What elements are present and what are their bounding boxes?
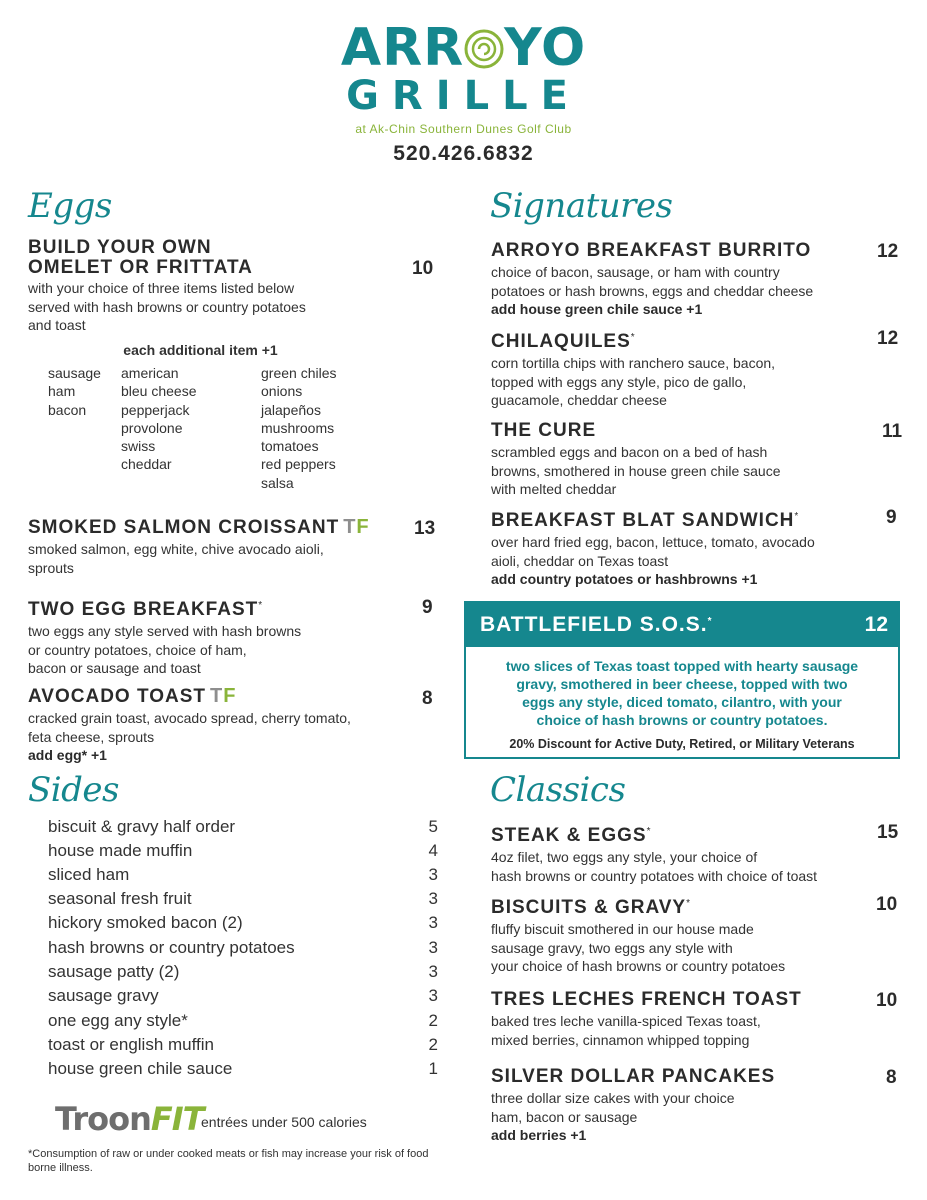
addon: add country potatoes or hashbrowns +1 — [491, 571, 758, 587]
option: onions — [261, 383, 303, 400]
desc-line: scrambled eggs and bacon on a bed of hash — [491, 444, 768, 460]
menu-item-tres-leches — [491, 990, 901, 1049]
desc-line: over hard fried egg, bacon, lettuce, tomato, avocado — [491, 534, 815, 550]
desc-line: browns, smothered in house green chile sauce — [491, 462, 781, 479]
item-description — [491, 848, 901, 885]
side-item — [48, 986, 438, 1010]
restaurant-header — [0, 18, 927, 166]
menu-item-omelet — [28, 238, 438, 359]
desc-line: mixed berries, cinnamon whipped topping — [491, 1031, 750, 1048]
asterisk: * — [707, 616, 713, 627]
side-item — [48, 817, 438, 841]
side-item — [48, 1059, 438, 1083]
menu-item-steak-eggs — [491, 822, 901, 885]
side-price: 3 — [428, 938, 438, 957]
asterisk: * — [794, 511, 800, 522]
addon: add egg* +1 — [28, 747, 107, 763]
item-name — [491, 507, 901, 531]
price: 8 — [422, 688, 433, 709]
desc-line: fluffy biscuit smothered in our house made — [491, 921, 754, 937]
troonfit-word2: FIT — [150, 1100, 204, 1138]
item-name — [491, 328, 901, 352]
side-item — [48, 962, 438, 986]
classics-section-title: Classics — [490, 770, 626, 810]
side-name: house made muffin — [48, 841, 193, 860]
item-name — [28, 596, 438, 620]
desc-line: topped with eggs any style, pico de gallo, — [491, 373, 747, 390]
option: american — [121, 365, 179, 381]
additional-item-note: each additional item +1 — [123, 341, 278, 358]
item-name — [28, 517, 438, 538]
feature-title-text: BATTLEFIELD S.O.S. — [480, 613, 708, 636]
option: red peppers — [261, 456, 336, 473]
logo-subtitle: at Ak-Chin Southern Dunes Golf Club — [355, 122, 572, 136]
price: 10 — [876, 894, 898, 915]
option: tomatoes — [261, 438, 319, 455]
desc-line: your choice of hash browns or country potatoes — [491, 958, 786, 974]
desc-line: and toast — [28, 317, 86, 333]
side-price: 3 — [428, 865, 438, 884]
item-description — [28, 540, 438, 577]
item-name-line2: OMELET OR FRITTATA — [28, 257, 253, 278]
side-price: 2 — [428, 1011, 438, 1030]
option: green chiles — [261, 365, 337, 381]
desc-line: with your choice of three items listed below — [28, 280, 295, 296]
menu-item-avocado-toast — [28, 686, 438, 764]
option: ham — [48, 383, 76, 400]
desc-line: gravy, smothered in beer cheese, topped with two — [516, 676, 848, 692]
option: salsa — [261, 474, 294, 491]
desc-line: aioli, cheddar on Texas toast — [491, 552, 669, 569]
side-item — [48, 1011, 438, 1035]
menu-item-breakfast-burrito — [491, 241, 901, 318]
price: 10 — [876, 990, 898, 1011]
troonfit-word1: Troon — [55, 1100, 151, 1138]
item-description — [28, 709, 438, 746]
sun-icon — [464, 29, 504, 69]
options-cheeses — [121, 364, 197, 474]
side-item — [48, 913, 438, 937]
sides-section-title: Sides — [28, 770, 119, 810]
item-description — [28, 279, 438, 335]
side-price: 2 — [428, 1035, 438, 1054]
military-discount-note: 20% Discount for Active Duty, Retired, or Military Veterans — [509, 737, 855, 751]
side-name: sausage patty (2) — [48, 962, 180, 981]
addon: add berries +1 — [491, 1127, 587, 1143]
addon: add house green chile sauce +1 — [491, 301, 703, 317]
menu-item-blat-sandwich — [491, 507, 901, 588]
desc-line: 4oz filet, two eggs any style, your choice of — [491, 849, 758, 865]
side-price: 3 — [428, 986, 438, 1005]
item-description — [491, 443, 901, 499]
desc-line: baked tres leche vanilla-spiced Texas toast, — [491, 1013, 761, 1029]
raw-food-disclaimer: *Consumption of raw or under cooked meats or fish may increase your risk of food borne illness. — [28, 1148, 429, 1174]
item-description — [491, 1012, 901, 1049]
side-name: sausage gravy — [48, 986, 159, 1005]
option: jalapeños — [261, 401, 321, 418]
side-price: 5 — [428, 817, 438, 836]
desc-line: ham, bacon or sausage — [491, 1108, 638, 1125]
asterisk: * — [646, 826, 652, 837]
feature-price: 12 — [864, 613, 888, 636]
signatures-section-title: Signatures — [490, 186, 673, 226]
option: cheddar — [121, 456, 172, 473]
menu-item-silver-dollar-pancakes — [491, 1067, 901, 1144]
item-name-text: BISCUITS & GRAVY — [491, 897, 687, 918]
item-name-text: AVOCADO TOAST — [28, 686, 207, 707]
item-name — [28, 686, 438, 707]
item-name-text: TWO EGG BREAKFAST — [28, 599, 259, 620]
price: 8 — [886, 1067, 897, 1088]
price: 12 — [877, 241, 899, 262]
desc-line: hash browns or country potatoes with choice of toast — [491, 867, 818, 884]
price: 15 — [877, 822, 899, 843]
desc-line: choice of hash browns or country potatoes. — [536, 712, 828, 728]
item-name: SILVER DOLLAR PANCAKES — [491, 1066, 776, 1087]
menu-item-chilaquiles — [491, 328, 901, 410]
side-item — [48, 1035, 438, 1059]
troonfit-caption: entrées under 500 calories — [201, 1114, 367, 1130]
asterisk: * — [630, 332, 636, 343]
item-name-text: BREAKFAST BLAT SANDWICH — [491, 510, 795, 531]
desc-line: cracked grain toast, avocado spread, cherry tomato, — [28, 710, 351, 726]
price: 13 — [414, 518, 436, 539]
logo-arr: ARR — [340, 18, 465, 78]
option: swiss — [121, 438, 156, 455]
desc-line: two slices of Texas toast topped with hearty sausage — [505, 658, 859, 674]
troonfit-logo — [55, 1100, 203, 1138]
side-name: hash browns or country potatoes — [48, 938, 295, 957]
side-name: hickory smoked bacon (2) — [48, 913, 243, 932]
item-description — [491, 920, 901, 976]
desc-line: guacamole, cheddar cheese — [491, 392, 667, 408]
omelet-options — [48, 364, 388, 494]
item-name-text: STEAK & EGGS — [491, 825, 647, 846]
side-name: biscuit & gravy half order — [48, 817, 236, 836]
item-name: TRES LECHES FRENCH TOAST — [491, 989, 802, 1010]
desc-line: with melted cheddar — [491, 481, 617, 497]
item-name — [491, 822, 901, 846]
item-description — [491, 354, 901, 410]
desc-line: sprouts — [28, 559, 74, 576]
asterisk: * — [258, 600, 264, 611]
side-item — [48, 889, 438, 913]
price: 9 — [422, 597, 433, 618]
option: bacon — [48, 401, 87, 418]
side-price: 1 — [428, 1059, 438, 1078]
desc-line: three dollar size cakes with your choice — [491, 1090, 735, 1106]
desc-line: or country potatoes, choice of ham, — [28, 641, 247, 658]
side-price: 3 — [428, 913, 438, 932]
option: mushrooms — [261, 419, 335, 436]
side-name: one egg any style* — [48, 1011, 188, 1030]
option: bleu cheese — [121, 383, 197, 400]
feature-description — [466, 657, 898, 729]
desc-line: choice of bacon, sausage, or ham with country — [491, 264, 780, 280]
item-name-text: CHILAQUILES — [491, 331, 631, 352]
options-veggies — [261, 364, 337, 492]
desc-line: eggs any style, diced tomato, cilantro, with your — [522, 694, 842, 710]
feature-title — [480, 613, 713, 637]
side-name: seasonal fresh fruit — [48, 889, 192, 908]
item-name: ARROYO BREAKFAST BURRITO — [491, 240, 812, 261]
desc-line: served with hash browns or country potatoes — [28, 298, 306, 315]
side-name: toast or english muffin — [48, 1035, 214, 1054]
feature-header — [466, 603, 898, 647]
item-description — [491, 533, 901, 570]
item-name: THE CURE — [491, 420, 597, 441]
side-item — [48, 865, 438, 889]
troonfit-legend — [55, 1100, 367, 1138]
logo-line1 — [0, 18, 927, 78]
desc-line: smoked salmon, egg white, chive avocado aioli, — [28, 541, 324, 557]
option: provolone — [121, 419, 183, 436]
desc-line: potatoes or hash browns, eggs and cheddar cheese — [491, 282, 814, 299]
side-price: 3 — [428, 889, 438, 908]
item-description — [491, 263, 901, 300]
eggs-section-title: Eggs — [28, 186, 112, 226]
option: pepperjack — [121, 401, 190, 418]
logo-line2: GRILLE — [346, 73, 581, 119]
item-description — [491, 1089, 901, 1126]
menu-item-biscuits-gravy — [491, 894, 901, 976]
side-item — [48, 938, 438, 962]
asterisk: * — [686, 898, 692, 909]
side-price: 4 — [428, 841, 438, 860]
side-name: house green chile sauce — [48, 1059, 233, 1078]
desc-line: bacon or sausage and toast — [28, 660, 201, 676]
item-description — [28, 622, 438, 678]
battlefield-sos-feature — [464, 601, 900, 759]
desc-line: sausage gravy, two eggs any style with — [491, 939, 733, 956]
troonfit-icon: TF — [343, 516, 370, 538]
item-name — [491, 894, 901, 918]
desc-line: two eggs any style served with hash browns — [28, 623, 302, 639]
option: sausage — [48, 365, 101, 381]
desc-line: feta cheese, sprouts — [28, 728, 155, 745]
side-item — [48, 841, 438, 865]
menu-item-two-egg-breakfast — [28, 596, 438, 678]
troonfit-icon: TF — [210, 685, 237, 707]
item-name-line1: BUILD YOUR OWN — [28, 237, 212, 258]
menu-item-salmon-croissant — [28, 517, 438, 577]
side-name: sliced ham — [48, 865, 130, 884]
price: 10 — [412, 258, 434, 279]
phone-number: 520.426.6832 — [393, 142, 534, 165]
price: 11 — [882, 421, 903, 442]
desc-line: corn tortilla chips with ranchero sauce, bacon, — [491, 355, 776, 371]
side-price: 3 — [428, 962, 438, 981]
menu-item-the-cure — [491, 421, 901, 499]
options-meats — [48, 364, 101, 419]
item-name-text: SMOKED SALMON CROISSANT — [28, 517, 340, 538]
logo-yo: YO — [504, 18, 587, 78]
price: 9 — [886, 507, 897, 528]
price: 12 — [877, 328, 899, 349]
